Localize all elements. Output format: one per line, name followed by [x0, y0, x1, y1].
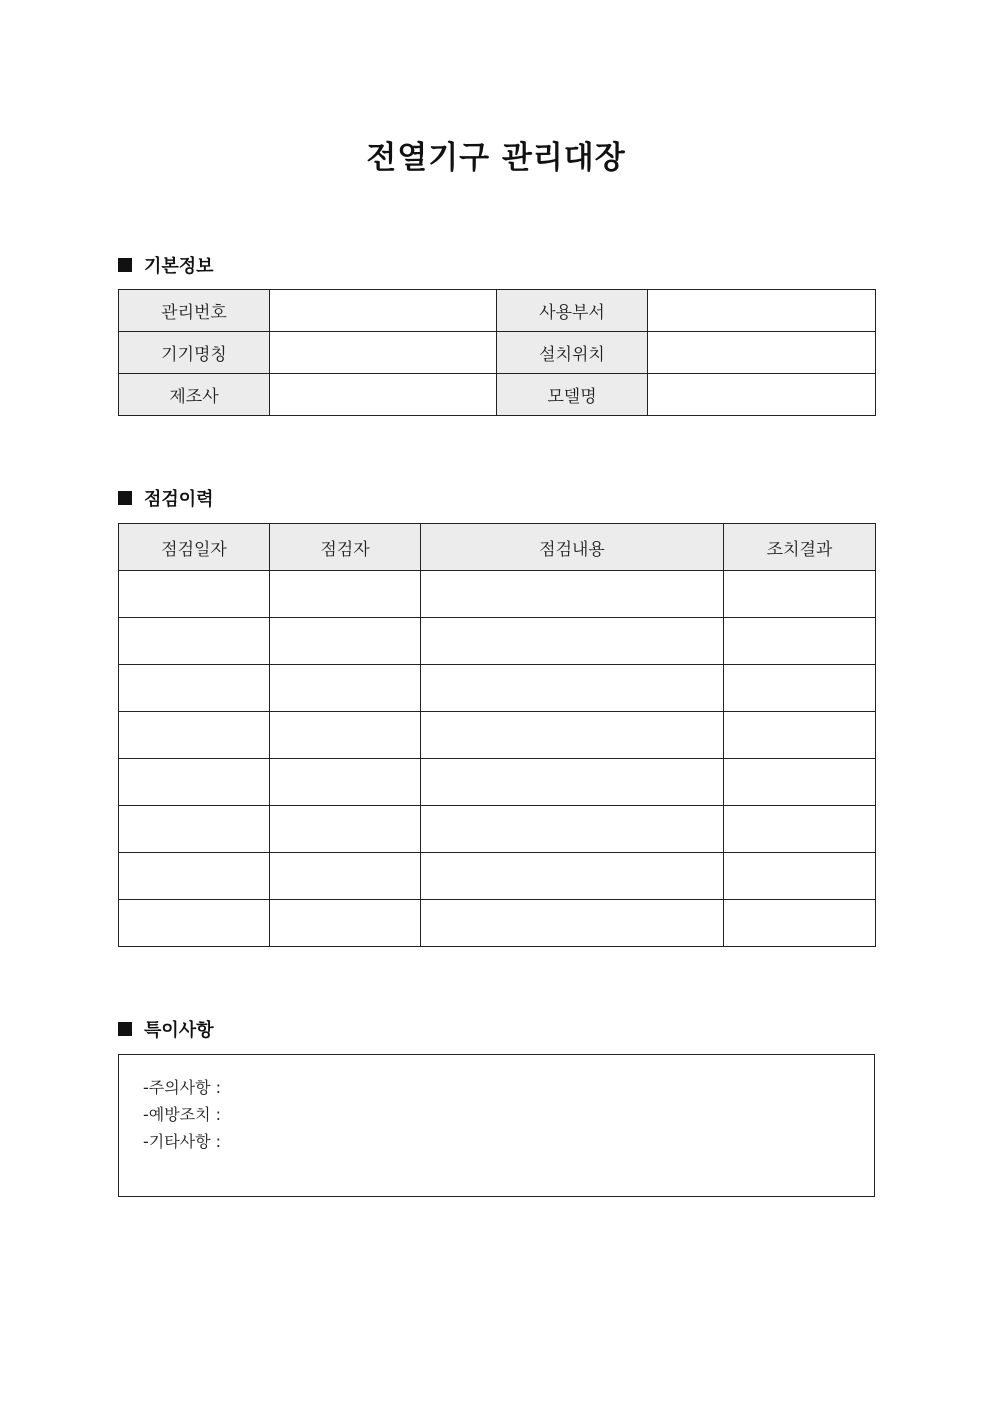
table-cell[interactable] [421, 665, 724, 712]
table-cell[interactable] [270, 806, 421, 853]
label-cell: 기기명칭 [119, 332, 270, 374]
table-cell[interactable] [270, 665, 421, 712]
table-cell[interactable] [724, 759, 876, 806]
table-cell[interactable] [724, 900, 876, 947]
table-cell[interactable] [421, 712, 724, 759]
table-cell[interactable] [421, 806, 724, 853]
value-cell[interactable] [648, 332, 876, 374]
column-header: 점검내용 [421, 524, 724, 571]
remarks-line-caution: -주의사항 : [143, 1078, 222, 1097]
table-row [119, 332, 876, 374]
basic-info-heading-label: 기본정보 [144, 256, 214, 277]
table-cell[interactable] [270, 712, 421, 759]
table-cell[interactable] [119, 571, 270, 618]
table-cell[interactable] [724, 853, 876, 900]
table-cell[interactable] [119, 618, 270, 665]
square-bullet-icon [118, 1022, 132, 1036]
table-row [119, 290, 876, 332]
table-cell[interactable] [119, 806, 270, 853]
table-row [119, 618, 876, 665]
table-cell[interactable] [270, 900, 421, 947]
value-cell[interactable] [270, 374, 497, 416]
basic-info-heading [118, 253, 214, 277]
table-cell[interactable] [724, 665, 876, 712]
table-cell[interactable] [119, 853, 270, 900]
table-cell[interactable] [421, 571, 724, 618]
remarks-line-other: -기타사항 : [143, 1132, 222, 1151]
table-row [119, 665, 876, 712]
table-row [119, 712, 876, 759]
label-cell: 관리번호 [119, 290, 270, 332]
remarks-line-prevention: -예방조치 : [143, 1105, 222, 1124]
table-cell[interactable] [270, 759, 421, 806]
column-header: 조치결과 [724, 524, 876, 571]
inspection-history-heading [118, 486, 214, 510]
label-cell: 설치위치 [497, 332, 648, 374]
table-cell[interactable] [421, 759, 724, 806]
page-title: 전열기구 관리대장 [366, 140, 626, 176]
table-row [119, 374, 876, 416]
label-cell: 사용부서 [497, 290, 648, 332]
table-cell[interactable] [421, 853, 724, 900]
table-cell[interactable] [270, 618, 421, 665]
table-cell[interactable] [724, 806, 876, 853]
inspection-history-heading-label: 점검이력 [144, 489, 214, 510]
table-cell[interactable] [724, 712, 876, 759]
table-cell[interactable] [724, 618, 876, 665]
table-cell[interactable] [270, 571, 421, 618]
table-cell[interactable] [270, 853, 421, 900]
table-row [119, 900, 876, 947]
table-cell[interactable] [119, 665, 270, 712]
remarks-heading-label: 특이사항 [144, 1020, 214, 1041]
basic-info-table [118, 289, 876, 416]
column-header: 점검일자 [119, 524, 270, 571]
value-cell[interactable] [648, 374, 876, 416]
table-row [119, 759, 876, 806]
table-cell[interactable] [119, 712, 270, 759]
square-bullet-icon [118, 491, 132, 505]
table-cell[interactable] [421, 618, 724, 665]
label-cell: 제조사 [119, 374, 270, 416]
table-row [119, 853, 876, 900]
value-cell[interactable] [270, 290, 497, 332]
remarks-heading [118, 1017, 214, 1041]
inspection-history-table [118, 523, 876, 947]
table-row [119, 806, 876, 853]
label-cell: 모델명 [497, 374, 648, 416]
table-row [119, 571, 876, 618]
table-cell[interactable] [421, 900, 724, 947]
value-cell[interactable] [270, 332, 497, 374]
remarks-box[interactable] [118, 1054, 875, 1197]
table-header-row [119, 524, 876, 571]
table-cell[interactable] [119, 759, 270, 806]
value-cell[interactable] [648, 290, 876, 332]
table-cell[interactable] [119, 900, 270, 947]
table-cell[interactable] [724, 571, 876, 618]
square-bullet-icon [118, 258, 132, 272]
column-header: 점검자 [270, 524, 421, 571]
